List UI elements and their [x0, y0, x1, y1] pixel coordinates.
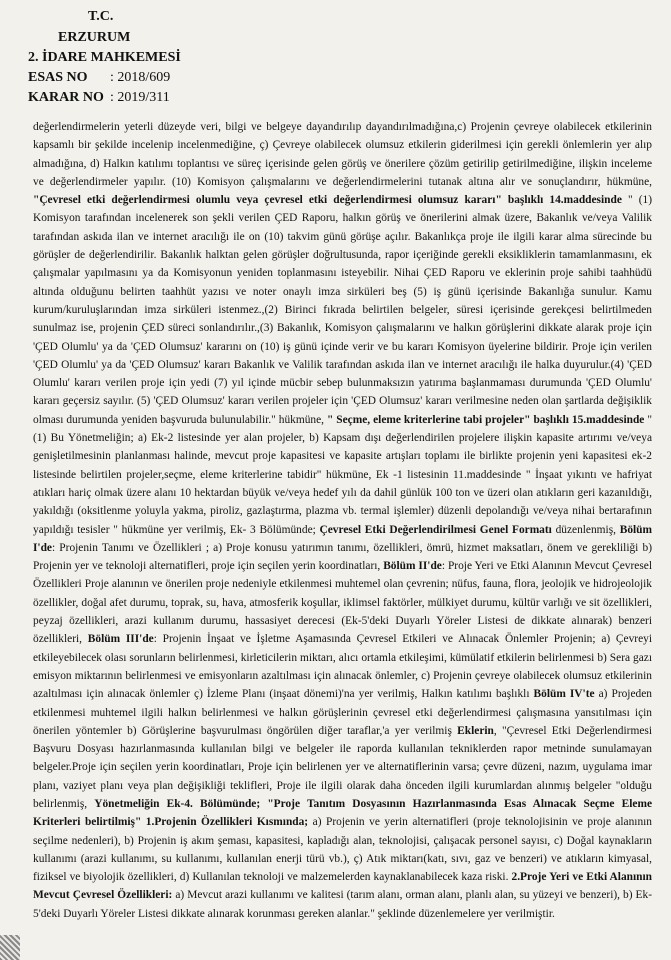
decision-body-text — [33, 118, 652, 948]
karar-no-label: KARAR NO — [28, 90, 104, 105]
scan-artifact — [0, 935, 20, 960]
esas-no-row — [28, 69, 170, 87]
text-segment: düzenlenmiş, — [551, 523, 620, 536]
esas-no-value: : 2018/609 — [110, 70, 171, 85]
court-name: 2. İDARE MAHKEMESİ — [28, 50, 181, 65]
text-segment: : Projenin Tanımı ve Özellikleri ; a) Proje konusu yatırımın tanımı, özellikleri, ömrü, hizmet maksatları, önem ve gerekliliği b) Projenin yer ve teknoloji alternatifleri, proje için seçilen yerin koordinatları, — [33, 541, 652, 573]
court-city: ERZURUM — [58, 30, 131, 45]
text-segment: " (1) Komisyon tarafından incelenerek son şekli verilen ÇED Raporu, halkın görüş ve önerilerini almak üzere, Bakanlık ve/veya Valilik tarafından askıda ilan ve internet aracılığı ile on (10) takvim günü görüşe açılır. Bakanlıkça proje ile ilgili karar alma sürecinde bu görüşler de değerlendirilir. Bakanlık halktan gelen görüşler doğrultusunda, rapor içeriğinde gerekli eksikliklerin tamamlanmasını, ek çalışmalar yapılmasını ya da Komisyonun yeniden toplanmasını isteyebilir. Nihai ÇED Raporu ve eklerinin proje sahibi taahhüdü altında olduğunu belirten taahhüt yazısı ve noter onaylı imza sirküleri beş (5) iş günü içerisinde Bakanlığa sunulur. Kamu kurum/kuruluşlarından imza sirküleri istenmez.,(2) Birinci fıkrada belirtilen belgeler, süresi içerisinde gerekçesi belirtilmeden sunulmaz ise, projenin ÇED süreci sonlandırılır.,(3) Bakanlık, Komisyon çalışmalarını ve halkın görüşlerini dikkate alarak proje için 'ÇED Olumlu' ya da 'ÇED Olumsuz' kararını on (10) iş günü içinde verir ve bu kararı Komisyon üyelerine bildirir. Proje için verilen 'ÇED Olumlu' ya da 'ÇED Olumsuz' kararı Bakanlık ve Valilik tarafından askıda ilan ve internet aracılığı ile halka duyurulur.(4) 'ÇED Olumlu' kararı verilen proje için yedi (7) yıl içinde mücbir sebep bulunmaksızın yatırıma başlanmaması durumunda 'ÇED Olumlu' kararı geçersiz sayılır. (5) 'ÇED Olumsuz' kararı verilen projeler için 'ÇED Olumsuz' kararı verilmesine neden olan şartlarda değişiklik olması durumunda yeniden başvuruda bulunulabilir." hükmüne, — [33, 194, 652, 426]
text-segment: a) Mevcut arazi kullanımı ve kalitesi (tarım alanı, orman alanı, planlı alan, su yüzeyi ve benzeri), b) Ek-5'deki Duyarlı Yöreler Listesi dikkate alınarak korunması gereken alanlar." şeklinde düzenlemelere yer verilmiştir. — [33, 889, 652, 920]
section-3-heading: Bölüm III'de — [87, 633, 154, 646]
section-1-heading: Bölüm I'de — [33, 523, 652, 554]
text-segment: değerlendirmelerin yeterli düzeyde veri, bilgi ve belgeye dayandırılıp dayandırılmadığına,c) Projenin çevreye olabilecek etkilerinin kapsamlı bir şekilde incelenip incelenmediğine, ç) Çevreye olabilecek olumsuz etkilerin giderilmesi için gerekli önlemlerin yer alıp almadığına, d) Halkın katılımı toplantısı ve süreç içerisinde gelen görüş ve önerilere çözüm getirilip getirilmediğine, ilişkin inceleme ve değerlendirmeler yapılır. (10) Komisyon çalışmalarını ve değerlendirmelerini tutanak altına alır ve sonuçlandırır, hükmüne, — [33, 121, 652, 188]
section-2-heading: Bölüm II'de — [383, 560, 442, 573]
article-15-heading: " Seçme, eleme kriterlerine tabi projeler" başlıklı 15.maddesinde — [326, 413, 645, 426]
annexes-heading: Eklerin — [457, 724, 494, 737]
karar-no-row — [28, 89, 170, 107]
section-4-heading: Bölüm IV'te — [533, 688, 595, 701]
site-features-heading: 2.Proje Yeri ve Etki Alanının Mevcut Çevresel Özellikleri: — [33, 871, 652, 902]
text-segment: a) Projenin ve yerin alternatifleri (proje teknolojisinin ve proje alanının seçilme nedenleri), b) Projenin iş akım şeması, kapasitesi, kapladığı alan, teknolojisi, çalışacak personel sayısı, c) Doğal kaynakların kullanımı (arazi kullanımı, su kullanımı, kullanılan enerji türü vb.), ç) Atık miktarı(katı, sıvı, gaz ve benzeri) ve atıkların kimyasal, fiziksel ve biyolojik özellikleri, d) Kullanılan teknoloji ve malzemelerden kaynaklanabilecek kaza riski. — [33, 816, 652, 884]
text-segment: : Proje Yeri ve Etki Alanının Mevcut Çevresel Özellikleri Proje alanının ve önerilen proje nedeniyle etkilenmesi muhtemel olan çevrenin; nüfus, fauna, flora, jeolojik ve hidrojeolojik özellikler, doğal afet durumu, toprak, su, hava, atmosferik koşullar, iklimsel faktörler, mülkiyet durumu, kültür varlığı ve sit özellikleri, peyzaj özellikleri, arazi kullanım durumu, hassasiyet derecesi (Ek-5'deki Duyarlı Yöreler Listesi de dikkate alınarak) benzeri özellikleri, — [33, 560, 652, 646]
annex-4-heading: Yönetmeliğin Ek-4. Bölümünde; "Proje Tanıtım Dosyasının Hazırlanmasında Esas Alınacak Seçme Eleme Kriterleri belirtilmiş" 1.Projenin Özellikleri Kısmında; — [33, 797, 652, 829]
karar-no-value: : 2019/311 — [110, 90, 170, 105]
text-segment: , "Çevresel Etki Değerlendirmesi Başvuru Dosyası hazırlanmasında kullanılan bilgi ve belgeler ile raporda kullanılan tekniklerden rapor metninde sunulamayan belgeler.Proje için seçilen yerin koordinatları, Proje için belirlenen yer ve alternatiflerinin varsa; çevre düzeni, nazım, uygulama imar planı, vaziyet planı veya plan değişikliği teklifleri, Proje ile ilgili olarak daha önceden ilgili kurumlardan alınmış belgeler "olduğu belirlenmiş, — [33, 724, 652, 810]
text-segment: a) Projeden etkilenmesi muhtemel ilgili halkın belirlenmesi ve halkın görüşlerinin çevresel etki değerlendirmesi çalışmasına yansıtılması için önerilen yöntemler b) Görüşlerine başvurulması öngörülen diğer taraflar,'a yer verilmiş — [33, 688, 652, 737]
text-segment: : Projenin İnşaat ve İşletme Aşamasında Çevresel Etkileri ve Alınacak Önlemler Projenin; a) Çevreyi etkileyebilecek olası sorunların belirlenmesi, kirleticilerin miktarı, alıcı ortamla etkileşimi, kümülatif etkilerin belirlenmesi b) Sera gazı emisyon miktarının belirlenmesi ve emisyonların azaltılması için alınacak önlemler, c) Projenin çevreye olabilecek olumsuz etkilerinin azaltılması için alınacak önlemler ç) İzleme Planı (inşaat dönemi)'na yer verilmiş, Halkın katılımı başlıklı — [33, 633, 652, 701]
body-paragraph — [33, 118, 652, 923]
republic-abbreviation: T.C. — [88, 9, 114, 24]
text-segment: "(1) Bu Yönetmeliğin; a) Ek-2 listesinde yer alan projeler, b) Kapsam dışı değerlendirilen projelere ilişkin kapasite artırımı ve/veya genişletilmesinin planlanması halinde, mevcut proje kapasitesi ve kapasite artışları toplamı ile birlikte projenin yeni kapasitesi ek-2 listesinde belirtilen projeler,seçme, eleme kriterlerine tabidir" hükmüne, Ek -1 listesinin 11.maddesinde " İnşaat yıkıntı ve hafriyat atıkları hariç olmak üzere alanı 10 hektardan büyük ve/veya hedef yılı da dahil günlük 100 ton ve üzeri olan atıkların geri kazanıldığı, yakıldığı (oksitlenme yoluyla yakma, piroliz, gazlaştırma, plazma vb. termal işlemler) düzenli depolandığı ve/veya nihai bertarafının yapıldığı tesisler " hükmüne yer verilmiş, Ek- 3 Bölümünde; — [33, 413, 652, 536]
ced-format-heading: Çevresel Etki Değerlendirilmesi Genel Formatı — [319, 523, 552, 536]
article-14-heading: "Çevresel etki değerlendirmesi olumlu veya çevresel etki değerlendirmesi olumsuz kararı" başlıklı 14.maddesinde — [33, 194, 622, 207]
court-header — [0, 0, 671, 115]
esas-no-label: ESAS NO — [28, 70, 88, 85]
